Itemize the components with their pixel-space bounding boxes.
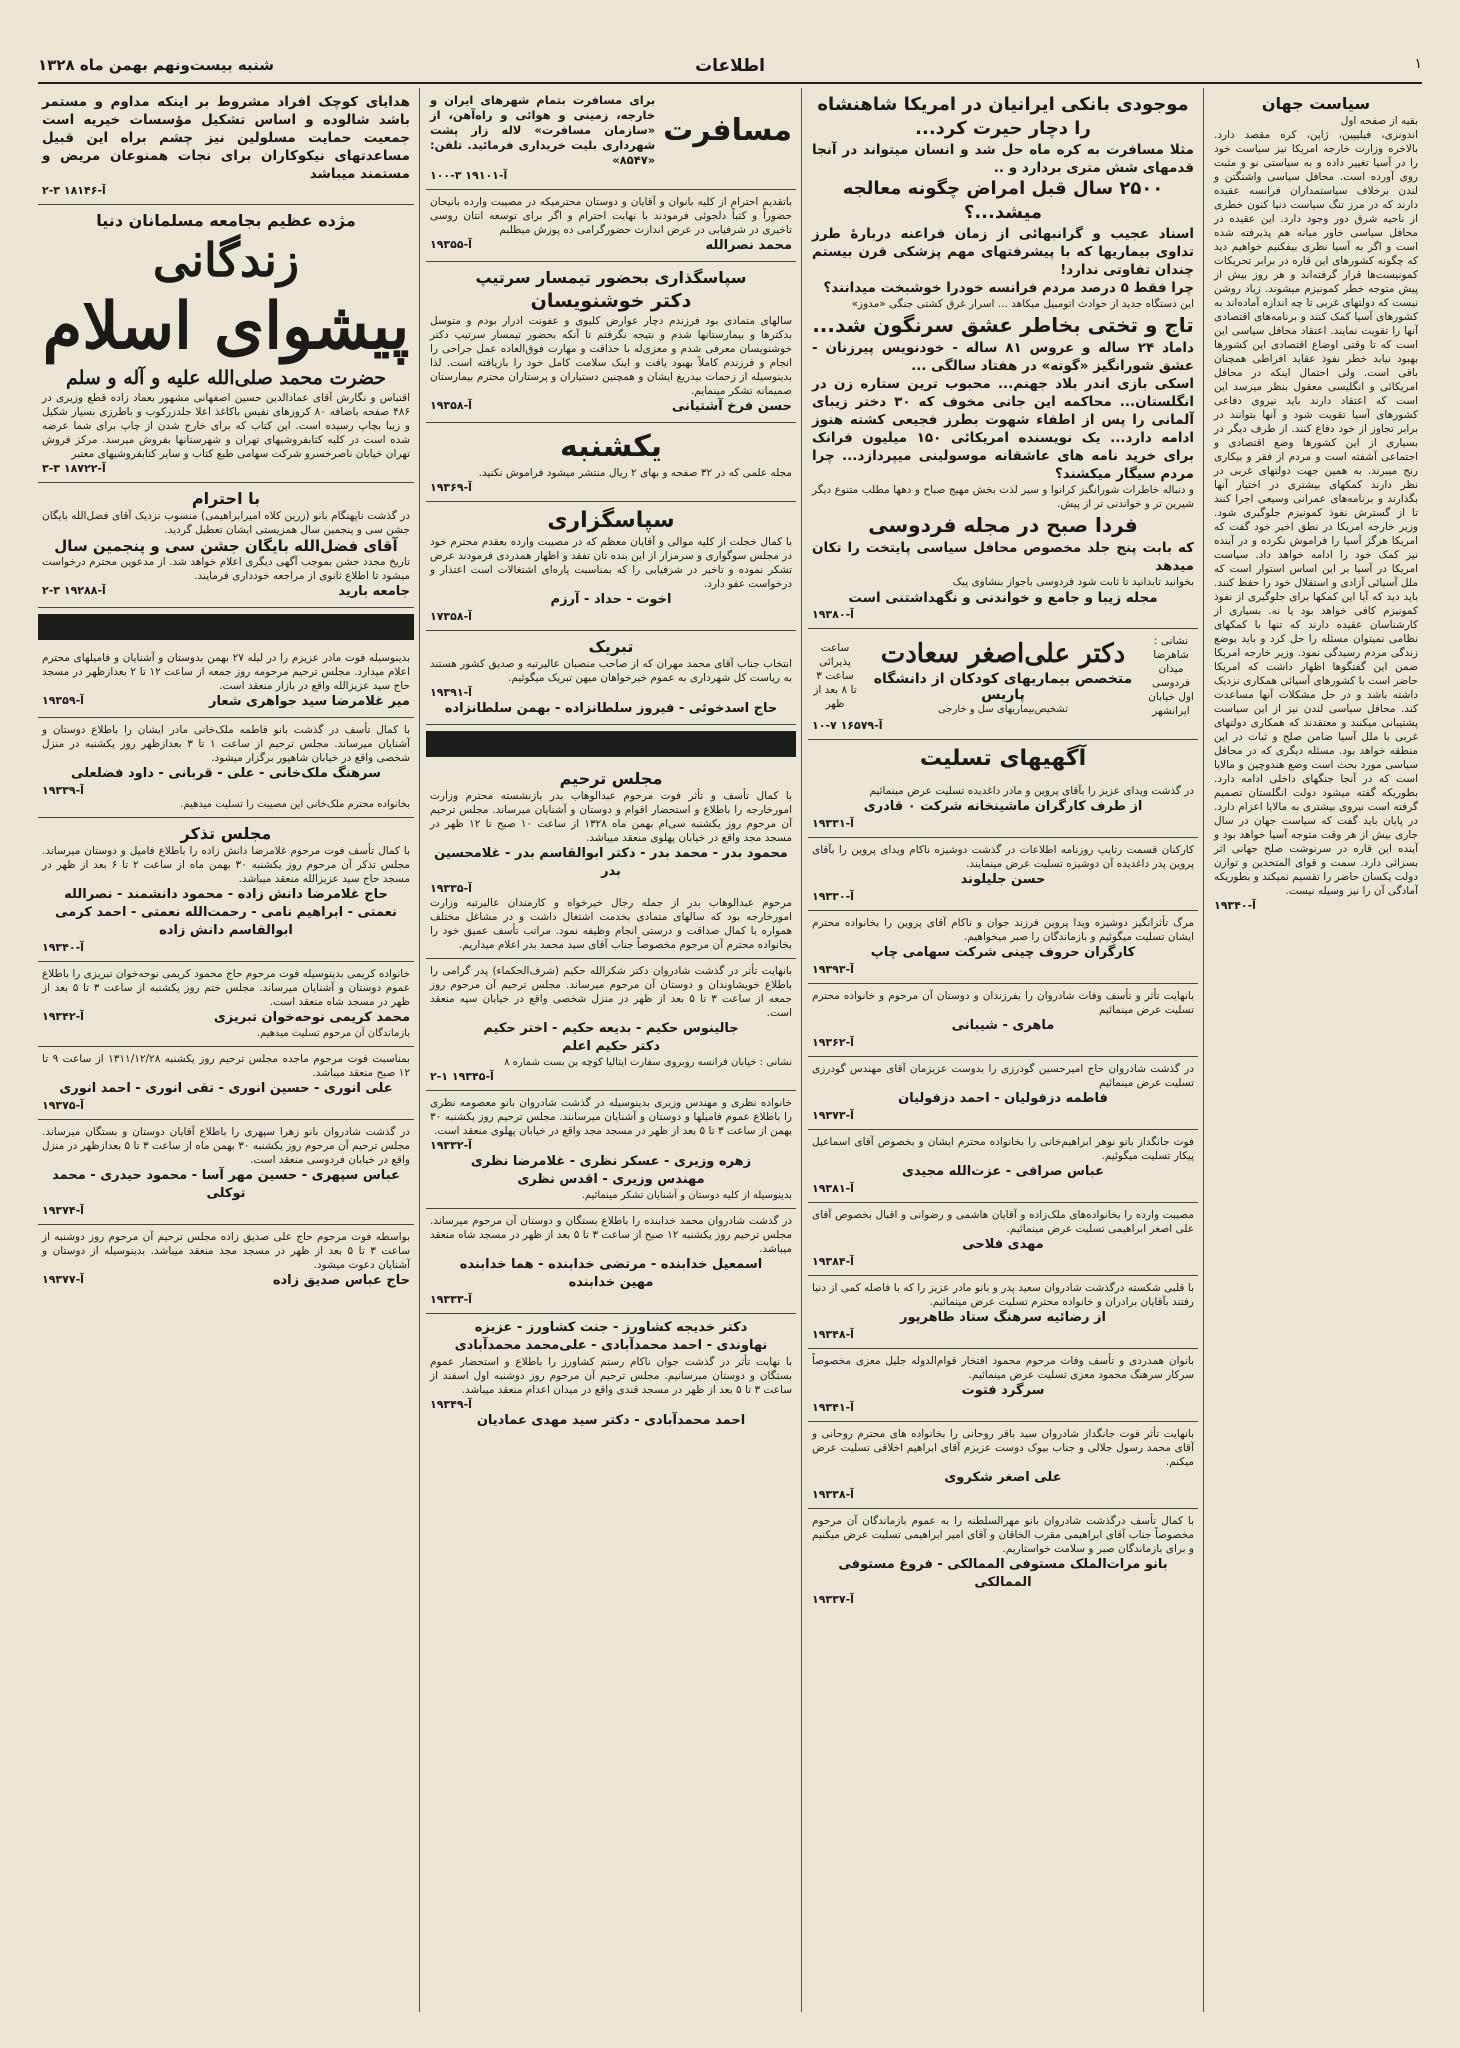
notice-text: بانهایت تأثر و تأسف وفات شادروان را بفرزندان و دوستان آن مرحوم و خانواده محترم تسلیت عرض مینمائیم (812, 990, 1194, 1016)
ad-code: آ-۱۹۳۵۵ (430, 238, 472, 251)
notice-signature: بانو مرات‌الملک مستوفی الممالکی - فروغ مستوفی الممالکی (838, 1557, 1168, 1590)
memorial-notice (426, 1091, 796, 1209)
ad-code: آ-۱۹۳۴۰ (1214, 899, 1256, 912)
notice-title: سپاسگزاری (547, 508, 675, 533)
memorial-notice (38, 1120, 414, 1225)
memorial-notice (426, 1209, 796, 1314)
ad-line: که بابت پنج جلد مخصوص محافل سیاسی پایتخت را تکان میدهد (812, 540, 1194, 574)
notice-text: فوت جانگداز بانو نوهر ابراهیم‌خانی را بخانواده محترم ایشان و بخصوص آقای اسماعیل پیکار تسلیت میگوئیم. (812, 1136, 1194, 1162)
congrats-notice (426, 631, 796, 725)
notice-title: مجلس ترحیم (559, 769, 663, 788)
thanks-notice (426, 190, 796, 262)
notice-text: باتقدیم احترام از کلیه بانوان و آقایان و دوستان محترمیکه در مصیبت وارده بانیحان حضوراً و کتباً دلجوئی فرمودند با نهایت احترام و اگر برای توسعه انتان روسی تاخیری در شرفیابی در عرض اندازت حضورگرامی ده پوزش میطلبم (430, 196, 792, 236)
ad-code: آ-۱۹۳۴۹ (430, 1398, 472, 1411)
ad-code: آ-۱۹۳۳۸ (812, 1488, 854, 1501)
thanks-notice (426, 502, 796, 631)
notice-signature: محمد کریمی نوحه‌خوان تبریزی (213, 1010, 410, 1025)
notice-signature: اخوت - حداد - آرزم (550, 592, 672, 607)
notice-text: مرگ تأثرانگیز دوشیزه ویدا پروین فرزند جوان و ناکام آقای پروین را بخانواده محترم ایشان تسلیت میگوئیم و بازماندگان را صبر میخواهیم. (812, 917, 1194, 943)
notice-text: با قلبی شکسته درگذشت شادروان سعید پدر و بانو مادر عزیز را که با فاصله کمی از دنیا رفتند بآقایان برادران و خانواده محترم تسلیت عرض مینمائیم. (812, 1282, 1194, 1308)
ad-line: این دستگاه جدید از حوادث اتومبیل میکاهد ... اسرار غرق کشتی جنگی «مدوز» (851, 298, 1194, 310)
notice-signature: دکتر خدیجه کشاورز - جنت کشاورز - عزیزه (474, 1320, 748, 1335)
notice-text: بواسطه فوت مرحوم حاج علی صدیق زاده مجلس ترحیم آن مرحوم روز دوشنبه از ساعت ۳ تا ۵ بعد از ظهر در مسجد مجد منعقد میباشد. بدینوسیله از دوستان و آشنایان دعوت میشود. (42, 1231, 410, 1271)
ad-code: آ-۱۹۳۴۲ (42, 1010, 84, 1023)
ad-code: آ-۱۹۳۳۹ (42, 784, 84, 797)
ad-code: آ-۱۷۳۵۸ (430, 610, 472, 623)
ad-code: آ-۱۹۳۷۳ (812, 1109, 854, 1122)
ad-code: آ-۱۹۳۳۷ (812, 1593, 854, 1606)
condolence-notice (808, 1422, 1198, 1509)
notice-signature: حاج عباس صدیق زاده (272, 1273, 410, 1288)
notice-text: در گذشت ناپهنگام بانو (زرین کلاه امیرابراهیمی) منسوب نزدیک آقای فضل‌الله بایگان جشن سی و پنجمین سال همزیستی ایشان تعطیل گردید. (42, 510, 410, 536)
notice-signature: جالینوس حکیم - بدیعه حکیم - اختر حکیم (483, 1021, 739, 1036)
sunday-magazine-ad (426, 423, 796, 502)
notice-title: با احترام (191, 489, 261, 508)
memorial-notice (38, 1047, 414, 1120)
condolences-title: آگهیهای تسلیت (919, 746, 1087, 771)
notice-text: مرحوم عبدالوهاب بدر از جمله رجال خیرخواه و کارمندان عالیرتبه وزارت امورخارجه بود که سالهای متمادی بخدمت اشتغال داشت و در مشاغل مختلف همواره با کمال صداقت و درستی انجام وظیفه نمود. مراتب تأسف عمیق خود را بخانواده محترم آن مرحوم مخصوصاً جناب آقای سید محمد بدر اعلام میداریم. (430, 897, 792, 951)
doctor-thanks (426, 262, 796, 423)
notice-text: در گذشت ویدای عزیز را بآقای پروین و مادر داغدیده تسلیت عرض مینمائیم (869, 785, 1194, 797)
black-rule (38, 614, 414, 640)
notice-signature: حاج اسدخوئی - فیروز سلطانزاده - بهمن سلطانزاده (444, 701, 778, 716)
issue-date: شنبه بیست‌ونهم بهمن ماه ۱۳۲۸ (38, 56, 274, 74)
notice-text: بانهایت تأثر در گذشت شادروان دکتر شکرالله حکیم (شرف‌الحکماء) پدر گرامی را باطلاع خویشاوندان و دوستان آن مرحوم میرساند. مجلس ترحیم آن مرحوم روز جمعه از ساعت ۳ تا ۵ بعد از ظهر در منزل شخصی واقع در خیابان سپه منعقد است. (430, 965, 792, 1019)
notice-signature: ابوالقاسم دانش زاده (159, 923, 293, 938)
section-title: سیاست جهان (1261, 94, 1371, 113)
ad-code: آ-۱۹۳۳۳ (430, 1293, 472, 1306)
condolence-notice (808, 838, 1198, 911)
notice-text: با کمال تأسف و تأثر فوت مرحوم عبدالوهاب بدر بازنشسته محترم وزارت امورخارجه را باطلاع و استحضار اقوام و دوستان و آشنایان میرساند. مجلس ترحیم آن مرحوم روز یکشنبه سی‌ام بهمن ماه ۱۳۲۸ از ساعت ۱۰ صبح تا ۱۲ ظهر در مسجد مجد واقع در خیابان پهلوی منعقد میباشد. (430, 790, 792, 844)
ad-line: چرا فقط ۵ درصد مردم فرانسه خودرا خوشبخت میدانند؟ (823, 280, 1194, 296)
notice-signature: اسمعیل خدابنده - مرتضی خدابنده - هما خدابنده (459, 1257, 763, 1272)
notice-text: هدایای کوچک افراد مشروط بر اینکه مداوم و مستمر باشد شالوده و اساس تشکیل مؤسسات خیریه است جمعیت حمایت مسلولین نیز چشم براه این قبیل مساعدتهای نیکوکاران برای نجات همنوعان مریض و مستمند میباشد (42, 94, 410, 182)
column-world-politics (1210, 88, 1422, 2012)
headline: موجودی بانکی ایرانیان در امریکا شاهنشاه را دچار حیرت کرد... (817, 94, 1189, 139)
notice-signature: زهره وزیری - عسکر نظری - غلامرضا نظری (470, 1154, 752, 1169)
doctor-specialty: تشخیص‌بیماریهای سل و خارجی (937, 703, 1069, 715)
notice-signature: محمد نصرالله (705, 238, 792, 253)
memorial-notice (38, 646, 414, 718)
column-magazine-and-condolences (808, 88, 1198, 2012)
ad-line: ۲۵۰۰ سال قبل امراض چگونه معالجه میشد...؟ (842, 178, 1164, 223)
notice-text: سالهای متمادی بود فرزندم دچار عوارض کلیوی و عفونت ادرار بودم و متوسل بدکترها و بیمارستانها شدم و نتیجه نگرفتم تا آنکه بحضور تیمسار سرتیپ دکتر خوشنویسان معرفی شدم و معزی‌له با حذاقت و مهارت فوق‌العاده عمل جراحی را انجام و فرزندم کاملاً بهبود یافت و اینک سلامت کامل خود را بازیافته است. لذا بدینوسیله از زحمات بیدریغ ایشان و همچنین دستیاران و پرستاران محترم بیمارستان صمیمانه تشکر مینمایم. (430, 315, 792, 397)
notice-text: بمناسبت فوت مرحوم ماجده مجلس ترحیم روز یکشنبه ۱۳۱۱/۱۲/۲۸ از ساعت ۹ تا ۱۲ صبح منعقد میباشد. (42, 1053, 410, 1079)
memorial-notice (426, 1314, 796, 1436)
notice-signature: کارگران حروف چینی شرکت سهامی چاپ (870, 945, 1136, 960)
ad-code: آ-۱۹۳۶۲ (812, 1036, 854, 1049)
column-rule (1203, 88, 1204, 2012)
ad-code: آ-۱۹۳۴۸ (812, 1328, 854, 1341)
notice-text: انتخاب جناب آقای محمد مهران که از صاحب منصبان عالیرتبه و صدیق کشور هستند به ریاست کل شهرداری به عموم خیرخواهان میهن تبریک میگوئیم. (430, 658, 792, 684)
column-rule (419, 88, 420, 2012)
ad-code: آ-۱۹۳۷۴ (42, 1204, 84, 1217)
notice-text: تاریخ مجدد جشن بموجب آگهی دیگری اعلام خواهد شد. از مدعوین محترم درخواست میشود تا اطلاع ثانوی از مراجعه خودداری فرمایند. (42, 556, 410, 582)
notice-signature: عباس سپهری - حسین مهر آسا - محمود حیدری - محمد توکلی (52, 1168, 400, 1201)
notice-signature: ماهری - شیبانی (951, 1018, 1055, 1033)
notice-signature: محمود بدر - محمد بدر - دکتر ابوالقاسم بدر - غلامحسین بدر (434, 846, 788, 879)
notice-text: خانواده نظری و مهندس وزیری بدینوسیله در گذشت شادروان بانو معصومه نظری را باطلاع عموم فامیلها و دوستان و آشنایان میرسانند. مجلس ترحیم روز یکشنبه ۳۰ بهمن از ساعت ۳ تا ۵ بعد از ظهر در مسجد مجد واقع در خیابان پهلوی منعقد است. (430, 1097, 792, 1137)
doctor-specialty: متخصص بیماریهای کودکان از دانشگاه پاریس (873, 670, 1133, 703)
notice-highlight: آقای فضل‌الله بایگان جشن سی و پنجمین سال (54, 537, 398, 555)
condolence-notice (808, 1509, 1198, 1613)
condolence-notice (808, 1130, 1198, 1203)
memorial-notice (426, 959, 796, 1091)
travel-text: برای مسافرت بتمام شهرهای ایران و خارجه، زمینی و هوائی و راه‌آهن، از «سازمان مسافرت» لاله زار پشت شهرداری بلیت خریداری فرمائید. تلفن: «۸۵۴۷» (430, 93, 656, 167)
notice-text: با کمال تأسف در گذشت بانو فاطمه ملک‌خانی مادر ایشان را باطلاع دوستان و آشنایان میرساند. مجلس ترحیم از ساعت ۱ تا ۳ بعدازظهر روز یکشنبه در منزل شخصی واقع در خیابان شاهپور برگزار میشود. (42, 724, 410, 764)
book-title-line: زندگانی (152, 233, 300, 287)
notice-signature: حسن فرخ آشتیانی (671, 399, 792, 414)
ad-code: آ-۱۹۳۸۱ (812, 1182, 854, 1195)
memorial-notice (38, 962, 414, 1047)
column-book-and-notices (38, 88, 414, 2012)
notice-signature: مهین خدابنده (568, 1275, 654, 1290)
notice-text: بخانواده محترم ملک‌خانی این مصیبت را تسلیت میدهیم. (180, 799, 410, 810)
ad-code: آ-۱۹۳۷۷ (42, 1273, 84, 1286)
notice-text: با کمال خجلت از کلیه موالی و آقایان معظم که در مصیبت وارده بعقدم محترم خود در مجلس سوگواری و سرمزار از این بنده تان تفقد و اظهار همدردی فرمودند عرض تشکر نموده و تاخیر در شرفیابی را که بمناسبت پاره‌ای اشتغالات است اعتذار و درخواست عفو دارد. (430, 536, 792, 590)
headline: تاج و تختی بخاطر عشق سرنگون شد... (812, 313, 1194, 337)
memorial-notice (38, 718, 414, 818)
announcement (38, 483, 414, 608)
ad-code: آ-۱۹۲۸۸ ۳-۲ (42, 584, 106, 597)
doctor-address: نشانی : شاهرضا میدان فردوسی اول خیابان ایرانشهر (1148, 635, 1194, 717)
travel-ad (426, 88, 796, 190)
notice-text: بدینوسیله فوت مادر عزیزم را در لیله ۲۷ بهمن بدوستان و آشنایان و فامیلهای محترم اعلام میدارد. مجلس ترحیم مرحومه روز جمعه از ساعت ۱۲ تا ۲ بعدازظهر در مسجد حاج سید عزیزالله واقع در بازار منعقد است. (42, 652, 410, 692)
magazine-ad (808, 88, 1198, 629)
notice-text: اقتباس و نگارش آقای عمادالدین حسین اصفهانی مشهور بعماد زاده قطع وزیری در ۴۸۶ صفحه باضافه ۸۰ کروزهای نفیس باکاغذ اعلا جلدزرکوب و باطرزی بسیار شکیل و زیبا بچاپ رسیده است. این کتاب که برای خارج شدن از چاپ برای شما عرضه شده است در کلیه کتابفروشیهای تهران و شهرستانها بفروش میرسد. مرکز فروش تهران خیابان ناصرخسرو شرکت سهامی طبع کتاب و سایر کتابفروشیهای معتبر (42, 392, 410, 460)
condolence-notice (808, 779, 1198, 838)
notice-signature: نعمتی - ابراهیم نامی - رحمت‌الله نعمتی - احمد کرمی (55, 905, 397, 920)
notice-signature: مهندس وزیری - اقدس نظری (517, 1172, 705, 1187)
ad-code: آ-۱۹۳۴۱ (812, 1401, 854, 1414)
ad-code: آ-۱۹۳۳۲ (430, 1139, 472, 1152)
notice-signature: دکتر حکیم اعلم (562, 1039, 660, 1054)
notice-title: یکشنبه (560, 429, 662, 464)
notice-signature: علی اصغر شکروی (944, 1470, 1062, 1485)
ad-code: آ-۱۹۳۴۰ (42, 941, 84, 954)
ad-code: آ-۱۶۵۷۹ ۷-۱۰ (812, 719, 883, 732)
ad-code: آ-۱۹۳۹۱ (430, 686, 472, 699)
notice-text: در گذشت شادروان حاج امیرحسین گودرزی را بدوست عزیزمان آقای مهندس گودرزی تسلیت عرض مینمائیم (812, 1063, 1194, 1089)
notice-text: بدینوسیله از کلیه دوستان و آشنایان تشکر مینمائیم. (581, 1190, 792, 1201)
ad-code: آ-۱۹۳۸۴ (812, 1255, 854, 1268)
condolence-notice (808, 1057, 1198, 1130)
article-body: اندونزی، فیلیپین، ژاپن، کره مقصد دارد. بالاخره وزارت خارجه امریکا نیز سیاست خود را در آسیا تغییر داده و به سیاستی نو و مثبت روی آورده است. محافل سیاسی واشنگتن و لندن برخلاف سیاستمداران فرانسه عقیده دارند که در مرز تنگ سیاست دنیا کنون خطری از ناحیه شرق دور وجود دارد. این عقیده در محافل سیاسی خاور میانه هم پذیرفته شده است و اگر به آسیا نظری بیفکنیم خواهیم دید که چگونه کشورهای این قاره در برابر تحریکات کمونیست‌ها قرار گرفته‌اند و هر روز بیش از پیش متوجه خطر کمونیزم میشوند. زیاد روشن نیست که دولتهای غربی تا چه اندازه آماده‌اند به کشورهای آسیا کمک کنند و برنامه‌های اقتصادی آنها را تقویت نمایند. اعتقاد محافل سیاسی این است که تا وقتی اوضاع اقتصادی این کشورها بهبود نیابد خطر نفوذ عقاید افراطی همچنان باقی است. ولی احتمال اینکه در محافل امریکائی و انگلیسی معقول بنظر میرسد این است که اعتقاد دارند باید نیروی دفاعی کشورهای آسیا تقویت شود و آنها بتوانند در برابر تجاوز از خود دفاع کنند. از طرف دیگر در بسیاری از این کشورها وضع اقتصادی و اجتماعی آشفته است و مردم از فقر و بیکاری رنج میبرند. به همین جهت دولتهای غربی در نظر دارند کمکهای بیشتری در اختیار آنها بگذارند و برنامه‌های عمرانی وسیعی اجرا کنند تا از گسترش نفوذ کمونیزم جلوگیری شود. وزیر خارجه امریکا در نطق اخیر خود گفت که امریکا هرگز آسیا را فراموش نکرده و در آینده نیز کمک خود را ادامه خواهد داد. سیاست امریکا در آسیا بر این اساس استوار است که ملل آسیائی آزادی و استقلال خود را حفظ کنند. باید دید که آیا این کمکها برای جلوگیری از نفوذ کمونیزم کافی خواهد بود یا نه. بسیاری از کارشناسان عقیده دارند که تنها با کمکهای نظامی نمیتوان مسئله را حل کرد و باید بوضع زندگی مردم رسیدگی نمود. وزیر خارجه امریکا ضمن این گفتگوها اظهار داشت که امریکا حاضر است با کشورهای آسیائی همکاری نزدیک داشته باشد و در حل مشکلات آنها مساعدت کند. محافل سیاسی لندن نیز از این سیاست پشتیبانی میکنند و معتقدند که همکاری دولتهای غربی با ملل آسیا ضامن صلح و ثبات در این منطقه خواهد بود. مسئله دیگری که در محافل سیاسی مورد بحث است وضع هندوچین و مالایا است که در آنجا جنگهای داخلی ادامه دارد. بطوریکه گفته میشود دولت انگلستان تصمیم گرفته است نیروی بیشتری به مالایا اعزام دارد. در پایان باید گفت که سیاست جهان در سال جاری بیش از هر وقت متوجه آسیا خواهد بود و آینده این قاره در سرنوشت صلح جهانی اثر بسزائی دارد. سمت و قوای المتحدین و توازن دولت یکسان حاضر را تقسیم نمیکند و بطوریکه آمادگی آن را نیز وسیله نیست. (1214, 129, 1418, 897)
masthead (38, 52, 1422, 84)
memorial-notice (426, 763, 796, 959)
page-number: ۱ (1414, 56, 1422, 72)
ad-code: آ-۱۹۳۸۰ (812, 608, 854, 621)
condolence-notice (808, 984, 1198, 1057)
notice-text: با کمال تأسف درگذشت شادروان بانو مهرالسلطنه را به عموم بازماندگان آن مرحوم مخصوصاً جناب آقای ابراهیمی مقرب الخاقان و آقای امیر ابراهیمی تسلیت عرض میکنیم و برای بازماندگان صبر و سلامت خواستاریم. (812, 1515, 1194, 1555)
ad-code: آ-۱۹۳۳۵ (430, 882, 472, 895)
book-ad-header: مژده عظیم بجامعه مسلمانان دنیا (96, 211, 356, 230)
notice-text: بانوان همدردی و تأسف وفات مرحوم محمود افتخار قوام‌الدوله جلیل معزی مخصوصاً سرکار سرهنگ محمود معزی تسلیت عرض مینمائیم. (812, 1355, 1194, 1381)
notice-text: در گذشت شادروان محمد خدابنده را باطلاع بستگان و دوستان آن مرحوم میرساند. مجلس ترحیم روز یکشنبه ۱۲ صبح از ساعت ۳ تا ۵ بعد از ظهر در مسجد شاه منعقد میباشد. (430, 1215, 792, 1255)
notice-signature: از طرف کارگران ماشینخانه شرکت ۰ قادری (863, 799, 1143, 814)
ad-line: مجله زیبا و جامع و خواندنی و نگهداشتنی است (848, 590, 1158, 606)
notice-signature: جامعه بارید (338, 584, 410, 599)
condolence-notice (808, 1203, 1198, 1276)
ad-code: آ-۱۹۳۵۹ (42, 694, 84, 707)
book-title-main: پیشوای اسلام (42, 289, 410, 364)
book-title-sub: حضرت محمد صلی‌الله علیه و آله و سلم (65, 367, 387, 389)
doctor-name: دکتر خوشنویسان (530, 290, 692, 312)
notice-address: نشانی : خیابان فرانسه روبروی سفارت ایتالیا کوچه بن بست شماره ۸ (504, 1057, 792, 1068)
notice-text: مجله علمی که در ۳۲ صفحه و بهای ۲ ریال منتشر میشود فراموش نکنید. (478, 467, 792, 479)
notice-text: با نهایت تأثر در گذشت جوان ناکام رستم کشاورز را باطلاع و استحضار عموم بستگان و دوستان میرسانیم. مجلس ترحیم آن مرحوم روز دوشنبه اول اسفند از ساعت ۳ تا ۵ بعد از ظهر در مسجد قندی واقع در میدان اعدام منعقد میباشد. (430, 1356, 792, 1396)
ad-code: آ-۱۹۳۵۸ (430, 399, 472, 412)
travel-word: مسافرت (663, 112, 792, 148)
notice-signature: میر غلامرضا سید جواهری شعار (209, 694, 410, 709)
notice-signature: حاج غلامرضا دانش زاده - محمود دانشمند - نصرالله (64, 887, 388, 902)
notice-signature: حسن جلیلوند (960, 872, 1046, 887)
notice-signature: مهدی فلاحی (962, 1237, 1044, 1252)
memorial-notice (38, 818, 414, 962)
ad-line: و دنباله خاطرات شورانگیز کرانوا و سیر لذت بخش مهیج صباح و دهها مطلب متنوع دیگر شیرین تر و خواندنی تر از پیش. (812, 484, 1194, 510)
notice-signature: فاطمه دزفولیان - احمد دزفولیان (898, 1091, 1108, 1106)
ad-code: آ-۱۹۳۹۳ (812, 963, 854, 976)
notice-signature: علی انوری - حسین انوری - تقی انوری - احمد انوری (59, 1081, 393, 1096)
notice-signature: احمد محمدآبادی - دکتر سید مهدی عمادیان (476, 1413, 746, 1428)
black-rule (426, 731, 796, 757)
ad-code: آ-۱۸۷۲۲ ۳-۳ (42, 462, 106, 475)
book-ad (38, 205, 414, 483)
ad-line: مثلا مسافرت به کره ماه حل شد و انسان میتواند در آنجا قدمهای شش متری بردارد و .. (812, 142, 1194, 176)
ad-line: اسناد عجیب و گرانبهائی از زمان فراعنه دربارهٔ طرز تداوی بیماریها که با پیشرفتهای مهم پزشکی قرن بیستم چندان تفاوتی ندارد! (812, 226, 1194, 278)
ad-code: آ-۱۹۳۷۵ (42, 1099, 84, 1112)
newspaper-name: اطلاعات (695, 56, 765, 76)
notice-signature: نهاوندی - احمد محمدآبادی - علی‌محمد محمدآبادی (454, 1338, 768, 1353)
ad-line: داماد ۲۴ ساله و عروس ۸۱ ساله - خودنویس پیرزنان - عشق شورانگیز «گوته» در هفتاد سالگی ... (812, 340, 1194, 374)
notice-signature: سرهنگ ملک‌خانی - علی - قربانی - داود فضلعلی (71, 766, 381, 781)
ad-code: آ-۱۹۳۳۱ (812, 817, 854, 830)
doctor-hours: ساعت پذیرائی ساعت ۳ تا ۸ بعد از ظهر (813, 642, 857, 710)
notice-text: با کمال تأسف فوت مرحوم غلامرضا دانش زاده را باطلاع فامیل و دوستان میرساند. مجلس تذکر آن مرحوم روز یکشنبه ۳۰ بهمن ماه از ساعت ۲ تا ۶ بعد از ظهر در مسجد حاج سید عزیزالله منعقد میباشد. (42, 845, 411, 885)
section-subtitle: بقیه از صفحه اول (1340, 115, 1418, 127)
notice-signature: از رضائیه سرهنگ ستاد طاهرپور (900, 1310, 1106, 1325)
ad-line: بخوانید تابدانید تا ثابت شود فردوسی باجواز بنشاوی پیک (952, 576, 1194, 588)
charity-notice (38, 88, 414, 205)
notice-text: کارکنان قسمت رتایپ روزنامه اطلاعات در گذشت دوشیزه ناکام ویدای پروین را بآقای پروین پدر داغدیده آن دوشیزه تسلیت عرض مینمایند. (812, 844, 1194, 870)
notice-text: در گذشت شادروان بانو زهرا سپهری را باطلاع آقایان دوستان و بستگان میرساند. مجلس ترحیم آن مرحوم روز یکشنبه ۳۰ بهمن ماه از ساعت ۳ تا ۵ بعدازظهر در منزل واقع در خیابان فردوسی منعقد است. (42, 1126, 411, 1166)
notice-signature: عباس صرافی - عزت‌الله مجیدی (902, 1164, 1104, 1179)
ad-code: آ-۱۹۳۶۹ (430, 481, 472, 494)
column-rule (801, 88, 802, 2012)
memorial-notice (38, 1225, 414, 1296)
notice-text: بازماندگان آن مرحوم تسلیت میدهیم. (256, 1028, 410, 1039)
doctor-ad (808, 629, 1198, 740)
notice-text: خانواده کریمی بدینوسیله فوت مرحوم حاج محمود کریمی نوحه‌خوان تبریزی را باطلاع عموم دوستان و آشنایان میرساند. مجلس ختم روز یکشنبه از ساعت ۳ تا ۵ بعد از ظهر در مسجد شاه منعقد است. (42, 968, 410, 1008)
column-notices (426, 88, 796, 2012)
ad-code: آ-۱۹۳۴۵ ۱-۲ (430, 1070, 494, 1083)
ad-line: اسکی بازی اندر بلاد جهنم... محبوب ترین ستاره زن در انگلستان... محاکمه این جانی مخوف که ۳۰ دختر زیبای آلمانی را پس از اطفاء شهوت بطرز فجیعی کشته هنوز ادامه دارد... یک نویسنده امریکائی ۱۵۰ میلیون فرانک برای خرید نامه های عاشقانه موسولینی میپردازد... چرا مردم سیگار میکشند؟ (812, 376, 1194, 482)
condolence-notice (808, 911, 1198, 984)
notice-title: تبریک (588, 637, 634, 656)
condolence-notice (808, 1276, 1198, 1349)
ad-code: آ-۱۹۱۰۱ ۳-۱۰۰ (430, 169, 508, 182)
notice-text: بانهایت تأثر فوت جانگداز شادروان سید باقر روحانی را بخانواده های محترم روحانی و آقای محمد رسول جلالی و جناب بیوک دوست عزیزم آقای ابراهیم اخلاقی تسلیت عرض میکنم. (812, 1428, 1194, 1468)
notice-title: مجلس تذکر (180, 824, 272, 843)
ad-code: آ-۱۹۳۳۰ (812, 890, 854, 903)
notice-signature: سرگرد فتوت (961, 1383, 1045, 1398)
condolence-notice (808, 1349, 1198, 1422)
notice-title: سپاسگذاری بحضور تیمسار سرتیپ (475, 268, 747, 287)
doctor-name: دکتر علی‌اصغر سعادت (880, 638, 1126, 669)
ad-code: آ-۱۸۱۴۶ ۳-۲ (42, 184, 106, 197)
notice-text: مصیبت وارده را بخانواده‌های ملک‌زاده و آقایان هاشمی و رضوانی و اقبال بخصوص آقای علی اصغر ابراهیمی تسلیت عرض مینمائیم. (812, 1209, 1194, 1235)
headline: فردا صبح در مجله فردوسی (868, 513, 1138, 537)
